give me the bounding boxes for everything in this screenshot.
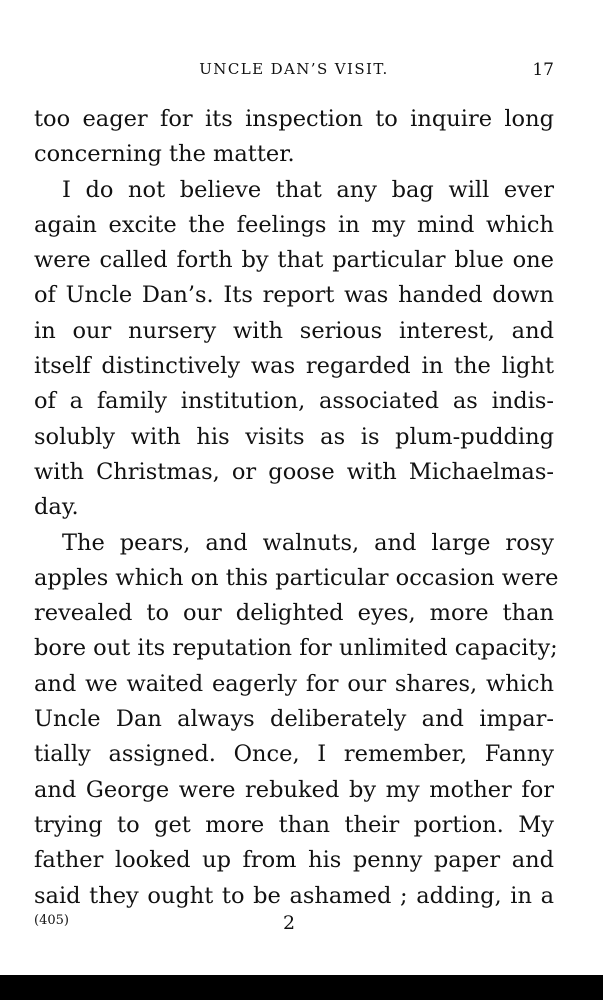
text-line: bore out its reputation for unlimited capacity; [34, 635, 558, 662]
text-line: again excite the feelings in my mind which [34, 211, 554, 238]
text-line: trying to get more than their portion. My [34, 811, 554, 838]
text-line: Uncle Dan always deliberately and impar- [34, 706, 554, 733]
text-line: of Uncle Dan’s. Its report was handed down [34, 282, 554, 309]
text-line: said they ought to be ashamed ; adding, in a [34, 882, 554, 909]
signature-mark: 2 [283, 912, 296, 934]
text-line: and George were rebuked by my mother for [34, 776, 554, 803]
printer-mark: (405) [34, 913, 69, 928]
text-line: of a family institution, associated as indis- [34, 388, 554, 415]
text-line: solubly with his visits as is plum-pudding [34, 423, 554, 450]
text-line: tially assigned. Once, I remember, Fanny [34, 741, 554, 768]
text-line: The pears, and walnuts, and large rosy [62, 529, 554, 556]
running-title: UNCLE DAN’S VISIT. [199, 60, 389, 78]
text-line: apples which on this particular occasion were [34, 564, 559, 591]
running-head [34, 60, 554, 84]
text-line: father looked up from his penny paper and [34, 847, 554, 874]
body-text [34, 102, 559, 914]
text-line: in our nursery with serious interest, and [34, 317, 554, 344]
text-line: day. [34, 494, 79, 521]
text-line: were called forth by that particular blue one [34, 247, 554, 274]
text-line: too eager for its inspection to inquire long [34, 106, 554, 132]
text-line: itself distinctively was regarded in the light [34, 353, 554, 380]
text-line: revealed to our delighted eyes, more than [34, 600, 554, 627]
page-number: 17 [532, 60, 554, 80]
text-line: and we waited eagerly for our shares, which [34, 670, 554, 697]
text-line: concerning the matter. [34, 141, 295, 168]
text-line: with Christmas, or goose with Michaelmas- [34, 458, 554, 485]
text-line: I do not believe that any bag will ever [62, 176, 554, 203]
